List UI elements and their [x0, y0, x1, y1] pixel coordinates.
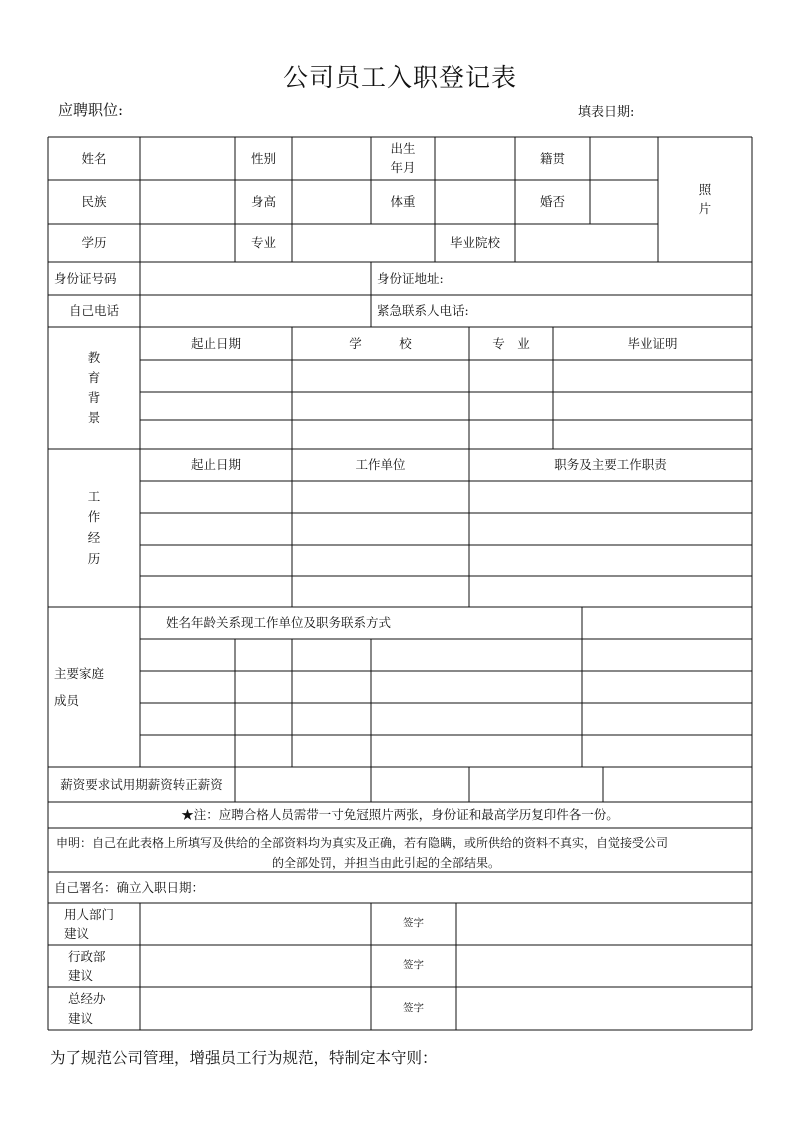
id-address-field[interactable]: 身份证地址: [377, 270, 444, 286]
edu-header-school: 学 校 [349, 335, 412, 351]
family-header: 姓名年龄关系现工作单位及职务联系方式 [166, 615, 392, 631]
signature-date-row[interactable]: 自己署名：确立入职日期： [54, 879, 205, 895]
work-header-employer: 工作单位 [355, 457, 406, 473]
label-major: 专业 [250, 235, 276, 251]
label-gender: 性别 [250, 150, 276, 166]
edu-header-major: 专 业 [492, 335, 530, 351]
native-place-field[interactable] [590, 137, 658, 180]
page-title: 公司员工入职登记表 [282, 63, 517, 92]
label-name: 姓名 [81, 150, 107, 166]
label-graduated-school: 毕业院校 [449, 235, 500, 251]
position-label: 应聘职位: [58, 101, 124, 119]
ethnicity-field[interactable] [140, 180, 235, 224]
hr-dept-label: 用人部门 建议 [64, 906, 115, 941]
graduated-school-field[interactable] [515, 224, 658, 262]
label-id-number: 身份证号码 [54, 270, 117, 286]
id-number-field[interactable] [140, 262, 371, 295]
work-section-label: 工 作 经 历 [87, 488, 101, 566]
note-text: ★注：应聘合格人员需带一寸免冠照片两张，身份证和最高学历复印件各一份。 [181, 807, 619, 823]
weight-field[interactable] [435, 180, 515, 224]
declaration-line-2: 的全部处罚，并担当由此引起的全部结果。 [272, 856, 501, 870]
birth-field[interactable] [435, 137, 515, 180]
label-education-level: 学历 [81, 235, 107, 251]
label-native-place: 籍贯 [539, 150, 565, 166]
height-field[interactable] [292, 180, 371, 224]
work-header-duties: 职务及主要工作职责 [554, 457, 667, 473]
marital-field[interactable] [590, 180, 658, 224]
admin-dept-sign-label: 签字 [403, 959, 424, 972]
label-weight: 体重 [390, 194, 416, 210]
education-level-field[interactable] [140, 224, 235, 262]
edu-header-dates: 起止日期 [190, 335, 241, 351]
label-ethnicity: 民族 [81, 194, 107, 210]
gender-field[interactable] [292, 137, 371, 180]
work-header-dates: 起止日期 [190, 457, 241, 473]
label-birth: 出生 年月 [390, 141, 416, 175]
label-height: 身高 [250, 194, 276, 210]
name-field[interactable] [140, 137, 235, 180]
gm-office-label: 总经办 建议 [68, 991, 106, 1026]
label-phone: 自己电话 [68, 303, 119, 319]
salary-label: 薪资要求试用期薪资转正薪资 [60, 776, 223, 792]
label-marital: 婚否 [539, 194, 565, 210]
photo-box[interactable]: 照 片 [698, 181, 712, 216]
major-field[interactable] [292, 224, 435, 262]
family-section-label: 主要家庭 成员 [54, 665, 105, 708]
footer-text: 为了规范公司管理，增强员工行为规范，特制定本守则： [50, 1049, 438, 1067]
admin-dept-label: 行政部 建议 [68, 948, 106, 983]
edu-header-certificate: 毕业证明 [627, 335, 678, 351]
emergency-contact-field[interactable]: 紧急联系人电话: [377, 303, 469, 319]
fill-date-label: 填表日期: [578, 105, 635, 120]
hr-dept-sign-label: 签字 [403, 917, 424, 930]
declaration-line-1: 申明：自己在此表格上所填写及供给的全部资料均为真实及正确，若有隐瞒，或所供给的资料不真实，自觉接受公司 [56, 836, 669, 850]
education-section-label: 教 育 背 景 [87, 350, 101, 425]
gm-office-sign-label: 签字 [403, 1001, 424, 1014]
phone-field[interactable] [140, 295, 371, 327]
